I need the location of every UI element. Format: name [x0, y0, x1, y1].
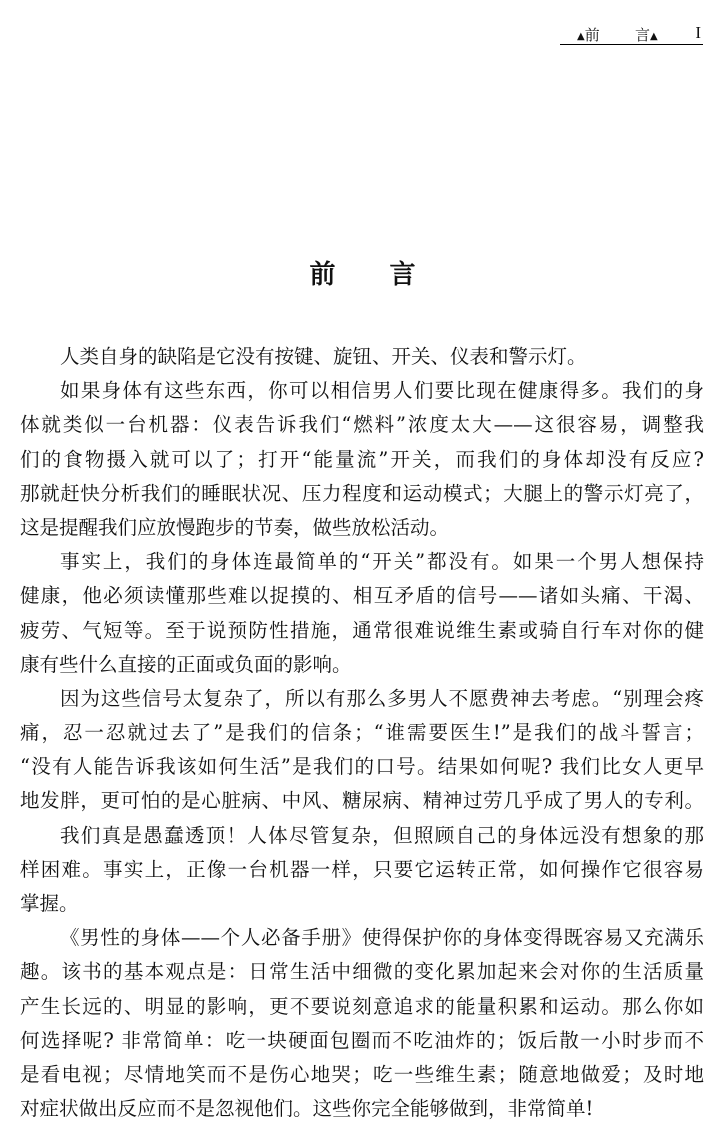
page-number: I — [695, 23, 701, 42]
paragraph-line: 何选择呢? 非常简单：吃一块硬面包圈而不吃油炸的；饭后散一小时步而不 — [20, 1028, 704, 1052]
paragraph-line: 对症状做出反应而不是忽视他们。这些你完全能够做到，非常简单! — [20, 1097, 594, 1121]
paragraph-line: 人类自身的缺陷是它没有按键、旋钮、开关、仪表和警示灯。 — [60, 345, 587, 368]
header-section-title-end: 言▲ — [635, 26, 658, 44]
paragraph-line: 《男性的身体——个人必备手册》使得保护你的身体变得既容易又充满乐 — [60, 926, 704, 950]
header-section-title: ▲前 — [577, 26, 600, 44]
triangle-marker-icon: ▲ — [577, 31, 585, 42]
body-text — [20, 340, 704, 1126]
paragraph-line: 疲劳、气短等。至于说预防性措施，通常很难说维生素或骑自行车对你的健 — [20, 618, 704, 642]
paragraph-line: 事实上，我们的身体连最简单的“开关”都没有。如果一个男人想保持 — [60, 550, 704, 574]
paragraph-line: 因为这些信号太复杂了，所以有那么多男人不愿费神去考虑。“别理会疼 — [60, 686, 704, 710]
running-header — [560, 22, 703, 45]
paragraph-line: 这是提醒我们应放慢跑步的节奏，做些放松活动。 — [20, 515, 450, 539]
paragraph-line: 那就赶快分析我们的睡眠状况、压力程度和运动模式；大腿上的警示灯亮了， — [20, 481, 704, 505]
paragraph-line: “没有人能告诉我该如何生活”是我们的口号。结果如何呢? 我们比女人更早 — [20, 755, 704, 779]
paragraph-line: 痛，忍一忍就过去了”是我们的信条；“谁需要医生!”是我们的战斗誓言； — [20, 721, 704, 745]
paragraph-line: 趣。该书的基本观点是：日常生活中细微的变化累加起来会对你的生活质量 — [20, 960, 704, 984]
paragraph-line: 们的食物摄入就可以了；打开“能量流”开关，而我们的身体却没有反应? — [20, 447, 704, 471]
paragraph-line: 样困难。事实上，正像一台机器一样，只要它运转正常，如何操作它很容易 — [20, 857, 704, 881]
paragraph-line: 康有些什么直接的正面或负面的影响。 — [20, 652, 352, 676]
paragraph-line: 产生长远的、明显的影响，更不要说刻意追求的能量积累和运动。那么你如 — [20, 994, 704, 1018]
paragraph-line: 体就类似一台机器：仪表告诉我们“燃料”浓度太大——这很容易，调整我 — [20, 413, 704, 437]
page-title: 前 言 — [309, 260, 416, 290]
paragraph-line: 我们真是愚蠢透顶！人体尽管复杂，但照顾自己的身体远没有想象的那 — [60, 823, 704, 847]
paragraph-line: 健康，他必须读懂那些难以捉摸的、相互矛盾的信号——诸如头痛、干渴、 — [20, 584, 704, 608]
paragraph-line: 地发胖，更可怕的是心脏病、中风、糖尿病、精神过劳几乎成了男人的专利。 — [20, 789, 704, 813]
paragraph-line: 是看电视；尽情地笑而不是伤心地哭；吃一些维生素；随意地做爱；及时地 — [20, 1062, 704, 1086]
paragraph-line: 如果身体有这些东西，你可以相信男人们要比现在健康得多。我们的身 — [60, 379, 704, 403]
paragraph-line: 掌握。 — [20, 892, 79, 915]
triangle-marker-icon: ▲ — [650, 31, 658, 42]
